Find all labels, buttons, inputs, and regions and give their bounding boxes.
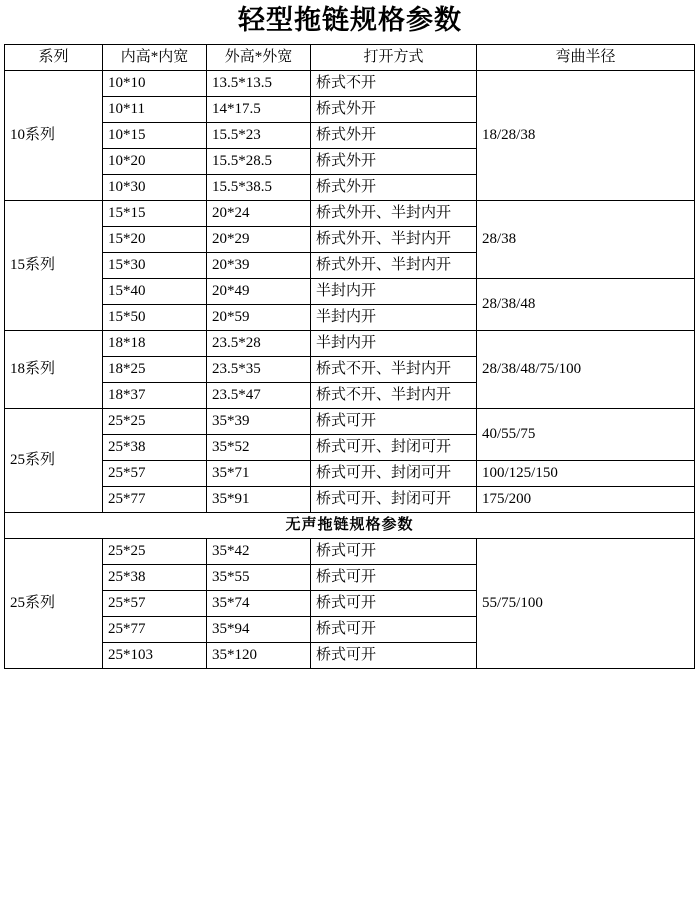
inner-size-cell: 10*20	[103, 148, 207, 174]
table-row	[5, 330, 695, 356]
column-header-radius: 弯曲半径	[477, 44, 695, 70]
inner-size-cell: 18*37	[103, 382, 207, 408]
inner-size-cell: 10*30	[103, 174, 207, 200]
outer-size-cell: 15.5*23	[207, 122, 311, 148]
open-type-cell: 桥式可开	[311, 642, 477, 668]
radius-cell: 40/55/75	[477, 408, 695, 460]
outer-size-cell: 13.5*13.5	[207, 70, 311, 96]
table-row	[5, 486, 695, 512]
outer-size-cell: 20*39	[207, 252, 311, 278]
inner-size-cell: 15*15	[103, 200, 207, 226]
series-cell: 25系列	[5, 408, 103, 512]
inner-size-cell: 10*10	[103, 70, 207, 96]
radius-cell: 18/28/38	[477, 70, 695, 200]
open-type-cell: 桥式不开、半封内开	[311, 382, 477, 408]
table-row	[5, 460, 695, 486]
table-row	[5, 538, 695, 564]
outer-size-cell: 20*29	[207, 226, 311, 252]
inner-size-cell: 25*38	[103, 434, 207, 460]
column-header-inner: 内高*内宽	[103, 44, 207, 70]
open-type-cell: 桥式可开	[311, 408, 477, 434]
open-type-cell: 桥式可开、封闭可开	[311, 486, 477, 512]
radius-cell: 175/200	[477, 486, 695, 512]
series-cell: 18系列	[5, 330, 103, 408]
inner-size-cell: 25*57	[103, 460, 207, 486]
table-row	[5, 70, 695, 96]
open-type-cell: 半封内开	[311, 278, 477, 304]
inner-size-cell: 25*77	[103, 616, 207, 642]
series-cell: 25系列	[5, 538, 103, 668]
open-type-cell: 桥式可开	[311, 590, 477, 616]
inner-size-cell: 25*25	[103, 538, 207, 564]
inner-size-cell: 10*11	[103, 96, 207, 122]
radius-cell: 28/38	[477, 200, 695, 278]
outer-size-cell: 35*74	[207, 590, 311, 616]
radius-cell: 28/38/48/75/100	[477, 330, 695, 408]
section-title: 无声拖链规格参数	[5, 512, 695, 538]
column-header-series: 系列	[5, 44, 103, 70]
inner-size-cell: 25*57	[103, 590, 207, 616]
outer-size-cell: 35*42	[207, 538, 311, 564]
outer-size-cell: 23.5*35	[207, 356, 311, 382]
open-type-cell: 桥式外开、半封内开	[311, 200, 477, 226]
inner-size-cell: 25*38	[103, 564, 207, 590]
inner-size-cell: 15*50	[103, 304, 207, 330]
open-type-cell: 桥式外开	[311, 96, 477, 122]
column-header-outer: 外高*外宽	[207, 44, 311, 70]
open-type-cell: 桥式可开	[311, 538, 477, 564]
outer-size-cell: 23.5*28	[207, 330, 311, 356]
open-type-cell: 半封内开	[311, 304, 477, 330]
open-type-cell: 桥式外开	[311, 122, 477, 148]
inner-size-cell: 25*103	[103, 642, 207, 668]
inner-size-cell: 25*77	[103, 486, 207, 512]
outer-size-cell: 15.5*28.5	[207, 148, 311, 174]
open-type-cell: 桥式外开、半封内开	[311, 252, 477, 278]
radius-cell: 28/38/48	[477, 278, 695, 330]
table-row	[5, 408, 695, 434]
radius-cell: 55/75/100	[477, 538, 695, 668]
page-title: 轻型拖链规格参数	[238, 5, 462, 35]
series-cell: 10系列	[5, 70, 103, 200]
open-type-cell: 桥式外开、半封内开	[311, 226, 477, 252]
open-type-cell: 桥式不开、半封内开	[311, 356, 477, 382]
open-type-cell: 桥式可开	[311, 616, 477, 642]
outer-size-cell: 35*120	[207, 642, 311, 668]
inner-size-cell: 10*15	[103, 122, 207, 148]
outer-size-cell: 35*71	[207, 460, 311, 486]
outer-size-cell: 15.5*38.5	[207, 174, 311, 200]
outer-size-cell: 20*49	[207, 278, 311, 304]
radius-cell: 100/125/150	[477, 460, 695, 486]
inner-size-cell: 18*18	[103, 330, 207, 356]
series-cell: 15系列	[5, 200, 103, 330]
open-type-cell: 半封内开	[311, 330, 477, 356]
open-type-cell: 桥式可开、封闭可开	[311, 434, 477, 460]
column-header-open: 打开方式	[311, 44, 477, 70]
open-type-cell: 桥式外开	[311, 174, 477, 200]
outer-size-cell: 23.5*47	[207, 382, 311, 408]
outer-size-cell: 14*17.5	[207, 96, 311, 122]
outer-size-cell: 35*52	[207, 434, 311, 460]
open-type-cell: 桥式可开、封闭可开	[311, 460, 477, 486]
open-type-cell: 桥式不开	[311, 70, 477, 96]
table-header-row	[5, 44, 695, 70]
table-row	[5, 200, 695, 226]
inner-size-cell: 15*30	[103, 252, 207, 278]
inner-size-cell: 18*25	[103, 356, 207, 382]
inner-size-cell: 15*20	[103, 226, 207, 252]
open-type-cell: 桥式可开	[311, 564, 477, 590]
outer-size-cell: 35*39	[207, 408, 311, 434]
inner-size-cell: 25*25	[103, 408, 207, 434]
section-title-row	[5, 512, 695, 538]
table-row	[5, 278, 695, 304]
outer-size-cell: 35*55	[207, 564, 311, 590]
outer-size-cell: 35*91	[207, 486, 311, 512]
outer-size-cell: 20*59	[207, 304, 311, 330]
open-type-cell: 桥式外开	[311, 148, 477, 174]
outer-size-cell: 35*94	[207, 616, 311, 642]
outer-size-cell: 20*24	[207, 200, 311, 226]
spec-table	[4, 44, 695, 669]
inner-size-cell: 15*40	[103, 278, 207, 304]
